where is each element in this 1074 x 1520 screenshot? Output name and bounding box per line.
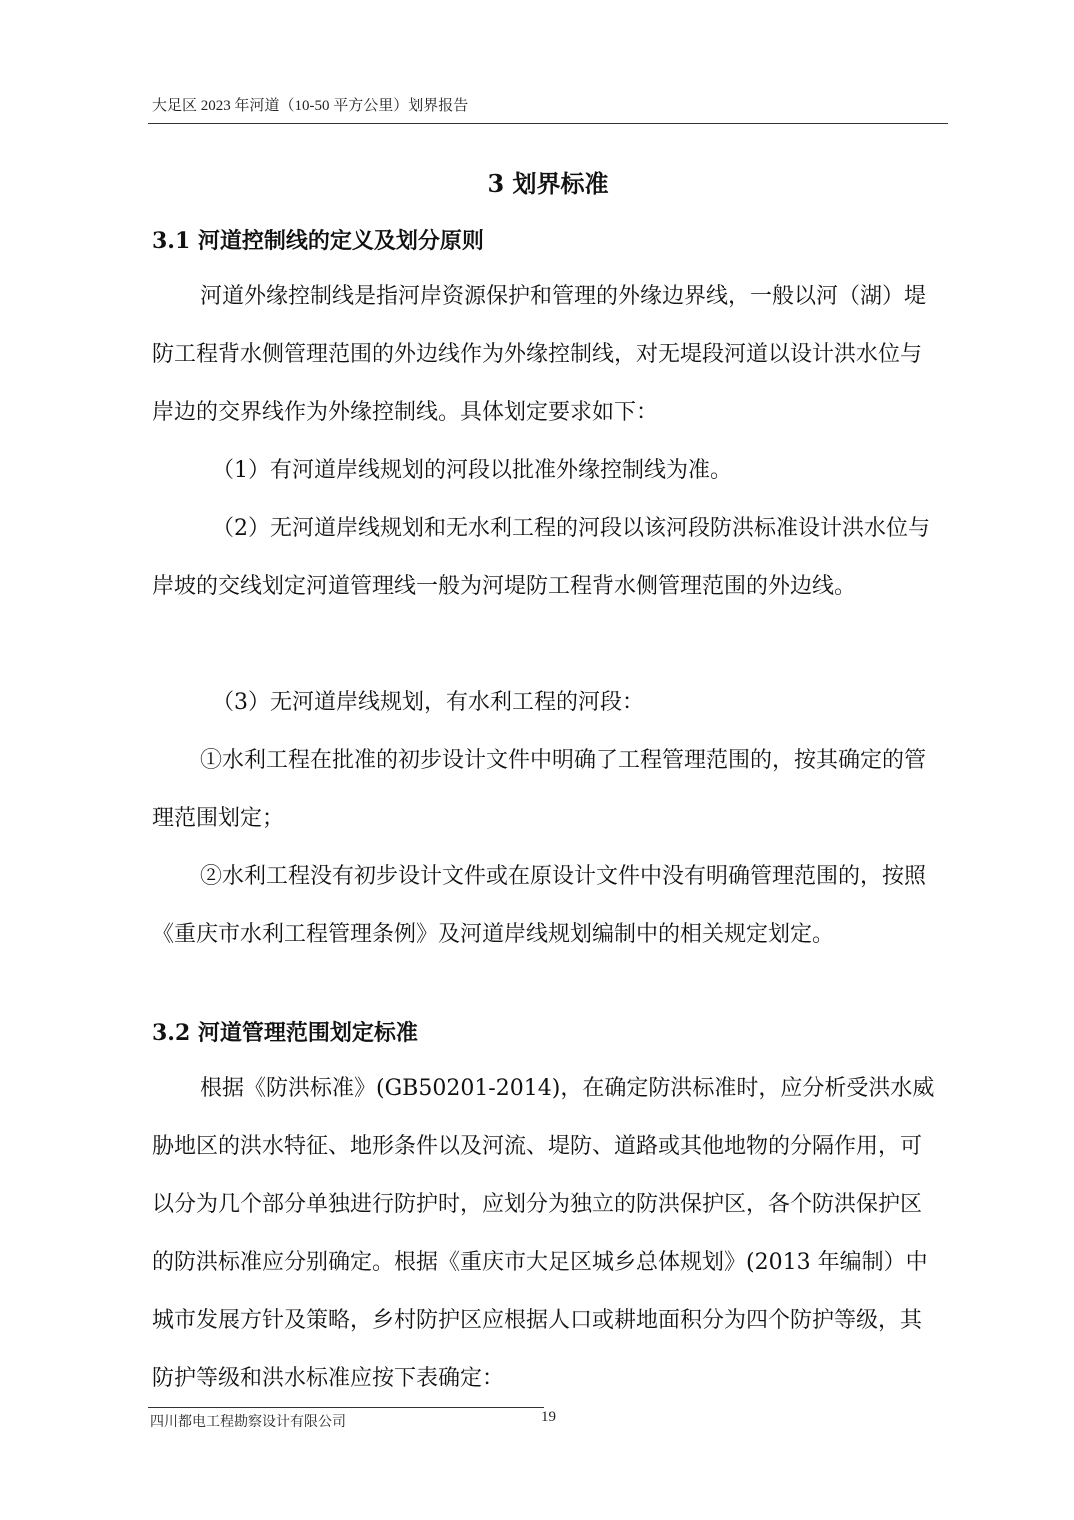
chapter-title: 3 划界标准: [487, 169, 609, 198]
sub-item-2: ②水利工程没有初步设计文件或在原设计文件中没有明确管理范围的，按照《重庆市水利工程管理条例》及河道岸线规划编制中的相关规定划定。: [152, 864, 927, 947]
list-item-3: （3）无河道岸线规划，有水利工程的河段：: [212, 690, 644, 715]
list-item-2: （2）无河道岸线规划和无水利工程的河段以该河段防洪标准设计洪水位与岸坡的交线划定河道管理线一般为河堤防工程背水侧管理范围的外边线。: [152, 516, 930, 599]
list-item-1: （1）有河道岸线规划的河段以批准外缘控制线为准。: [212, 458, 732, 483]
header-divider: [148, 123, 948, 124]
running-header: 大足区 2023 年河道（10-50 平方公里）划界报告: [152, 98, 469, 114]
page-number: 19: [541, 1409, 556, 1425]
paragraph-flood-standard: 根据《防洪标准》(GB50201-2014)，在确定防洪标准时，应分析受洪水威胁地区的洪水特征、地形条件以及河流、堤防、道路或其他地物的分隔作用，可以分为几个部分单独进行防护时，应划分为独立的防洪保护区，各个防洪保护区的防洪标准应分别确定。根据《重庆市大足区城乡总体规划》(2013 年编制）中城市发展方针及策略，乡村防护区应根据人口或耕地面积分为四个防护等级，其防护等级和洪水标准应按下表确定：: [152, 1076, 935, 1391]
footer-company-name: 四川都电工程勘察设计有限公司: [150, 1414, 346, 1430]
section-title-3-2: 3.2 河道管理范围划定标准: [152, 1020, 418, 1046]
footer-divider: [148, 1407, 544, 1408]
sub-item-1: ①水利工程在批准的初步设计文件中明确了工程管理范围的，按其确定的管理范围划定；: [152, 748, 927, 831]
section-title-3-1: 3.1 河道控制线的定义及划分原则: [152, 228, 484, 254]
paragraph-control-line-definition: 河道外缘控制线是指河岸资源保护和管理的外缘边界线，一般以河（湖）堤防工程背水侧管理范围的外边线作为外缘控制线，对无堤段河道以设计洪水位与岸边的交界线作为外缘控制线。具体划定要求如下：: [152, 284, 927, 425]
